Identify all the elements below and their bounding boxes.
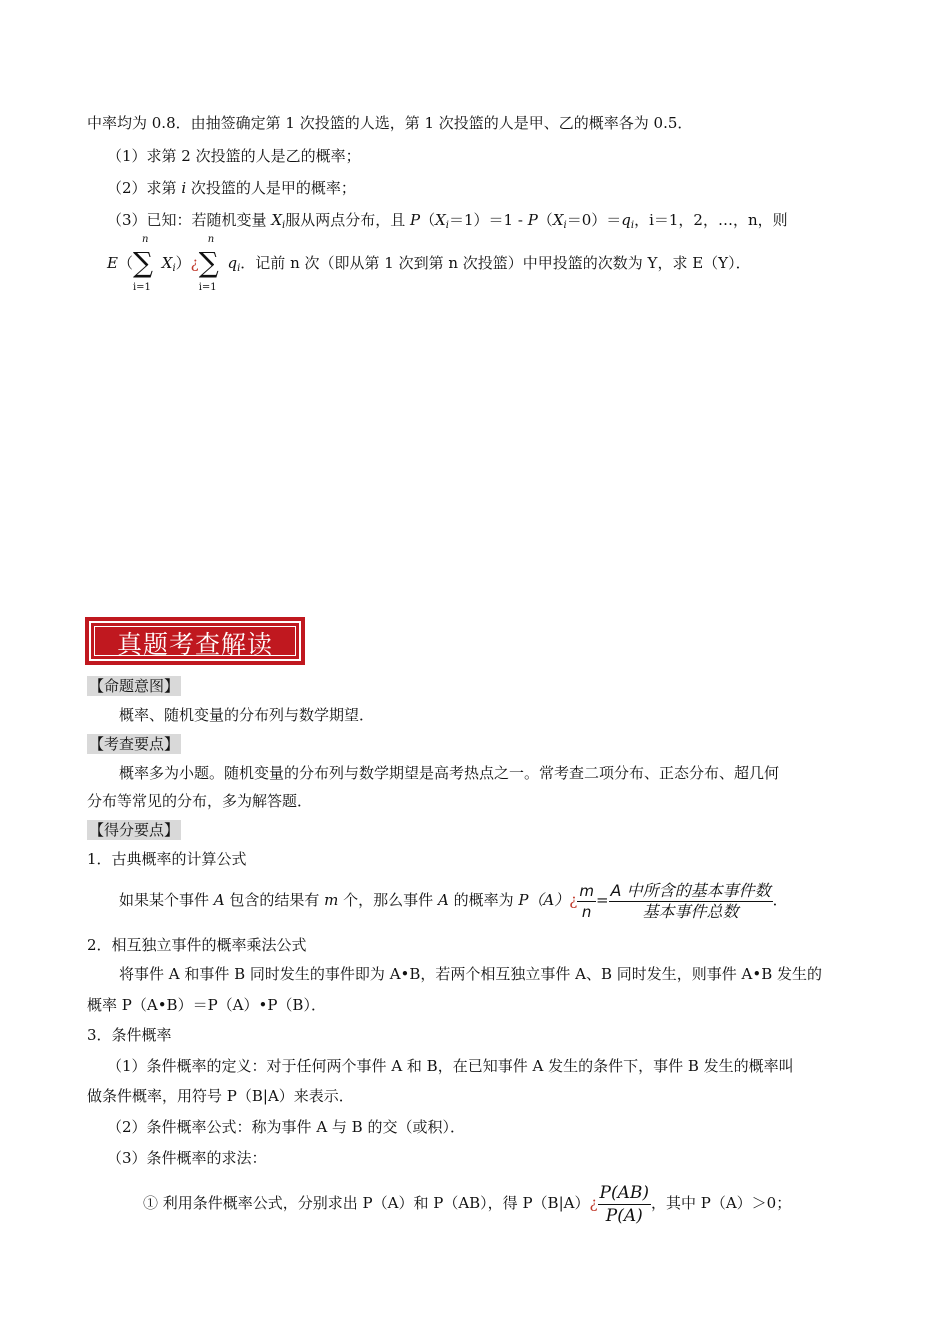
conditional-line-4: （3）条件概率的求法： (107, 1149, 267, 1167)
intent-tag: 【命题意图】 (89, 677, 180, 695)
fraction-m-n: $\frac{m}{n}$ (579, 881, 594, 921)
fraction-conditional: $\frac{P(AB)}{P(A)}$ (599, 1182, 649, 1226)
independent-line-2: 概率 P（A•B）＝P（A）•P（B）． (87, 996, 326, 1014)
problem-line-1: 中率均为 0.8．由抽签确定第 1 次投篮的人选，第 1 次投篮的人是甲、乙的概率各为 0.5． (87, 114, 693, 132)
independent-line-1: 将事件 A 和事件 B 同时发生的事件即为 A•B，若两个相互独立事件 A、B 同时发生，则事件 A•B 发生的 (119, 965, 823, 983)
question-1: （1）求第 2 次投篮的人是乙的概率； (107, 147, 361, 165)
score-tag: 【得分要点】 (89, 821, 180, 839)
question-2: （2）求第 i 次投篮的人是甲的概率； (107, 179, 356, 197)
summation-2: n ∑ i=1 (198, 234, 219, 293)
classical-probability-formula: 如果某个事件 A 包含的结果有 m 个，那么事件 A 的概率为 P（A）¿ $\frac{m}{n}$ = $\frac{\text{A 中所含的基本事件数}}{\text{基本事件总数}}$ ． (119, 880, 788, 921)
points-line-1: 概率多为小题。随机变量的分布列与数学期望是高考热点之一。常考查二项分布、正态分布、超几何 (119, 764, 780, 782)
summation-1: n ∑ i=1 (132, 234, 153, 293)
heading-2: 2．相互独立事件的概率乘法公式 (87, 936, 307, 954)
conditional-formula: ① 利用条件概率公式，分别求出 P（A）和 P（AB），得 P（B|A）¿ $\frac{P(AB)}{P(A)}$ ，其中 P（A）＞0； (143, 1182, 792, 1226)
intent-text: 概率、随机变量的分布列与数学期望． (119, 706, 375, 724)
conditional-line-3: （2）条件概率公式：称为事件 A 与 B 的交（或积）． (107, 1118, 465, 1136)
conditional-line-1: （1）条件概率的定义：对于任何两个事件 A 和 B，在已知事件 A 发生的条件下，事件 B 发生的概率叫 (107, 1057, 794, 1075)
points-line-2: 分布等常见的分布，多为解答题． (87, 792, 313, 810)
conditional-line-2: 做条件概率，用符号 P（B|A）来表示． (87, 1087, 354, 1105)
expectation-formula: E（ n ∑ i=1 $X_i)¿$ n ∑ i=1 $q_i$．记前 n 次（即从第 1 次到第 n 次投篮）中甲投篮的次数为 Y，求 E（Y）． (107, 234, 751, 293)
fraction-event-count: $\frac{\text{A 中所含的基本事件数}}{\text{基本事件总数}}$ (610, 880, 771, 921)
banner-title: 真题考查解读 (116, 630, 273, 659)
points-tag: 【考查要点】 (89, 735, 180, 753)
question-3: （3）已知：若随机变量 $X_i$服从两点分布，且 $P(X_i=1)=1 - P(X_i=0)=q_i$，i＝1，2，…，n，则 (107, 211, 788, 231)
heading-1: 1．古典概率的计算公式 (87, 850, 247, 868)
heading-3: 3．条件概率 (87, 1026, 172, 1044)
section-banner (85, 617, 305, 665)
